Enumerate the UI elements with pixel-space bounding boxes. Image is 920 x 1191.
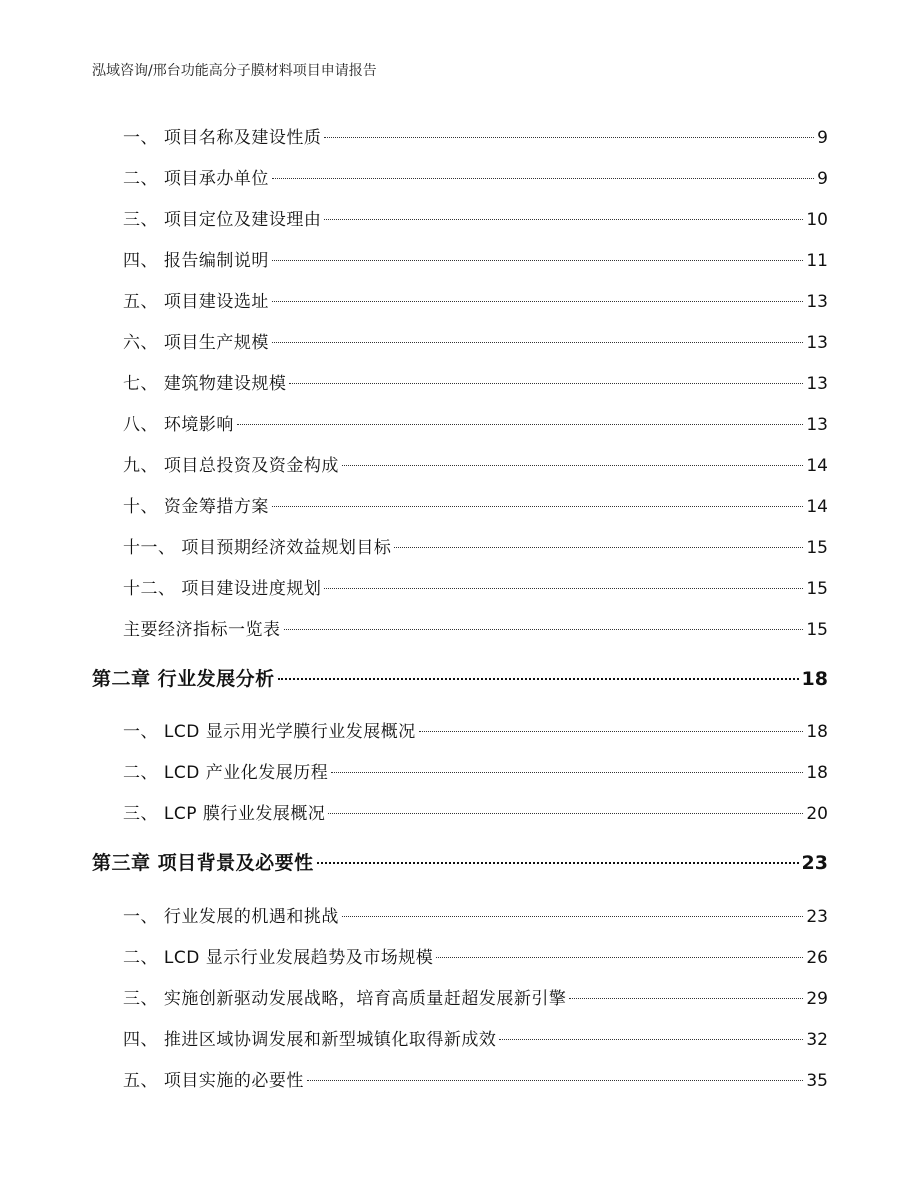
toc-entry[interactable] xyxy=(123,533,828,557)
toc-entry-page: 15 xyxy=(806,579,828,599)
toc-entry-page: 20 xyxy=(806,804,828,824)
toc-leader-dots xyxy=(499,1039,803,1040)
toc-entry[interactable] xyxy=(123,615,828,639)
toc-entry-title: 主要经济指标一览表 xyxy=(123,620,281,640)
toc-chapter-page: 23 xyxy=(801,852,828,874)
toc-entry[interactable] xyxy=(123,1025,828,1049)
toc-entry-page: 23 xyxy=(806,907,828,927)
toc-entry[interactable] xyxy=(123,287,828,311)
toc-entry-title: 九、 项目总投资及资金构成 xyxy=(123,456,339,476)
toc-entry-title: 六、 项目生产规模 xyxy=(123,333,269,353)
toc-leader-dots xyxy=(342,465,803,466)
toc-leader-dots xyxy=(331,772,803,773)
toc-entry-title: 一、 LCD 显示用光学膜行业发展概况 xyxy=(123,722,416,742)
toc-leader-dots xyxy=(284,629,804,630)
toc-entry[interactable] xyxy=(123,205,828,229)
toc-entry-page: 18 xyxy=(806,722,828,742)
toc-leader-dots xyxy=(569,998,803,999)
toc-entry-title: 十一、 项目预期经济效益规划目标 xyxy=(123,538,392,558)
toc-entry-title: 一、 项目名称及建设性质 xyxy=(123,128,322,148)
toc-leader-dots xyxy=(272,260,803,261)
toc-entry-title: 四、 报告编制说明 xyxy=(123,251,269,271)
toc-entry-title: 十二、 项目建设进度规划 xyxy=(123,579,322,599)
toc-leader-dots xyxy=(394,547,803,548)
toc-entry-title: 五、 项目实施的必要性 xyxy=(123,1071,304,1091)
toc-leader-dots xyxy=(237,424,803,425)
toc-entry-page: 11 xyxy=(806,251,828,271)
toc-entry-title: 三、 LCP 膜行业发展概况 xyxy=(123,804,326,824)
toc-entry-page: 14 xyxy=(806,456,828,476)
toc-entry-page: 15 xyxy=(806,620,828,640)
toc-entry-title: 二、 LCD 显示行业发展趋势及市场规模 xyxy=(123,948,434,968)
toc-leader-dots xyxy=(324,137,814,138)
toc-entry-page: 13 xyxy=(806,415,828,435)
toc-entry[interactable] xyxy=(123,984,828,1008)
toc-entry[interactable] xyxy=(123,451,828,475)
toc-entry[interactable] xyxy=(123,246,828,270)
toc-leader-dots xyxy=(272,178,814,179)
toc-entry-page: 18 xyxy=(806,763,828,783)
toc-leader-dots xyxy=(307,1080,803,1081)
toc-entry-page: 14 xyxy=(806,497,828,517)
toc-leader-dots xyxy=(419,731,804,732)
toc-leader-dots xyxy=(436,957,803,958)
toc-entry-page: 9 xyxy=(817,169,828,189)
toc-entry[interactable] xyxy=(123,410,828,434)
toc-entry[interactable] xyxy=(123,902,828,926)
toc-leader-dots xyxy=(278,678,799,680)
toc-entry-title: 七、 建筑物建设规模 xyxy=(123,374,287,394)
toc-entry-page: 13 xyxy=(806,374,828,394)
toc-entry-page: 13 xyxy=(806,333,828,353)
toc-entry[interactable] xyxy=(123,799,828,823)
toc-entry-page: 26 xyxy=(806,948,828,968)
toc-leader-dots xyxy=(272,506,803,507)
toc-leader-dots xyxy=(272,301,803,302)
toc-entry[interactable] xyxy=(123,943,828,967)
toc-entry-page: 9 xyxy=(817,128,828,148)
toc-entry-page: 32 xyxy=(806,1030,828,1050)
toc-leader-dots xyxy=(328,813,803,814)
toc-leader-dots xyxy=(342,916,803,917)
toc-leader-dots xyxy=(324,588,803,589)
toc-entry[interactable] xyxy=(123,758,828,782)
page-header: 泓域咨询/邢台功能高分子膜材料项目申请报告 xyxy=(92,63,377,79)
toc-leader-dots xyxy=(272,342,803,343)
toc-entry-title: 四、 推进区域协调发展和新型城镇化取得新成效 xyxy=(123,1030,497,1050)
toc-entry[interactable] xyxy=(123,123,828,147)
toc-entry-title: 三、 实施创新驱动发展战略，培育高质量赶超发展新引擎 xyxy=(123,989,567,1009)
toc-entry[interactable] xyxy=(123,574,828,598)
toc-entry[interactable] xyxy=(123,328,828,352)
toc-entry[interactable] xyxy=(123,492,828,516)
toc-chapter-title: 第三章 项目背景及必要性 xyxy=(92,852,314,874)
toc-entry-page: 35 xyxy=(806,1071,828,1091)
toc-leader-dots xyxy=(289,383,803,384)
toc-entry[interactable] xyxy=(123,1066,828,1090)
toc-leader-dots xyxy=(324,219,803,220)
toc-chapter-entry[interactable] xyxy=(92,848,828,874)
toc-entry[interactable] xyxy=(123,717,828,741)
toc-entry-title: 三、 项目定位及建设理由 xyxy=(123,210,322,230)
toc-leader-dots xyxy=(317,862,799,864)
toc-chapter-title: 第二章 行业发展分析 xyxy=(92,668,275,690)
toc-entry-title: 二、 项目承办单位 xyxy=(123,169,269,189)
toc-entry-title: 一、 行业发展的机遇和挑战 xyxy=(123,907,339,927)
toc-entry[interactable] xyxy=(123,164,828,188)
toc-chapter-entry[interactable] xyxy=(92,664,828,690)
toc-chapter-page: 18 xyxy=(801,668,828,690)
toc-entry-title: 十、 资金筹措方案 xyxy=(123,497,269,517)
toc-entry-title: 八、 环境影响 xyxy=(123,415,234,435)
toc-entry-page: 10 xyxy=(806,210,828,230)
toc-entry-page: 15 xyxy=(806,538,828,558)
toc-entry-page: 13 xyxy=(806,292,828,312)
toc-entry-page: 29 xyxy=(806,989,828,1009)
toc-entry-title: 五、 项目建设选址 xyxy=(123,292,269,312)
toc-entry-title: 二、 LCD 产业化发展历程 xyxy=(123,763,329,783)
toc-entry[interactable] xyxy=(123,369,828,393)
